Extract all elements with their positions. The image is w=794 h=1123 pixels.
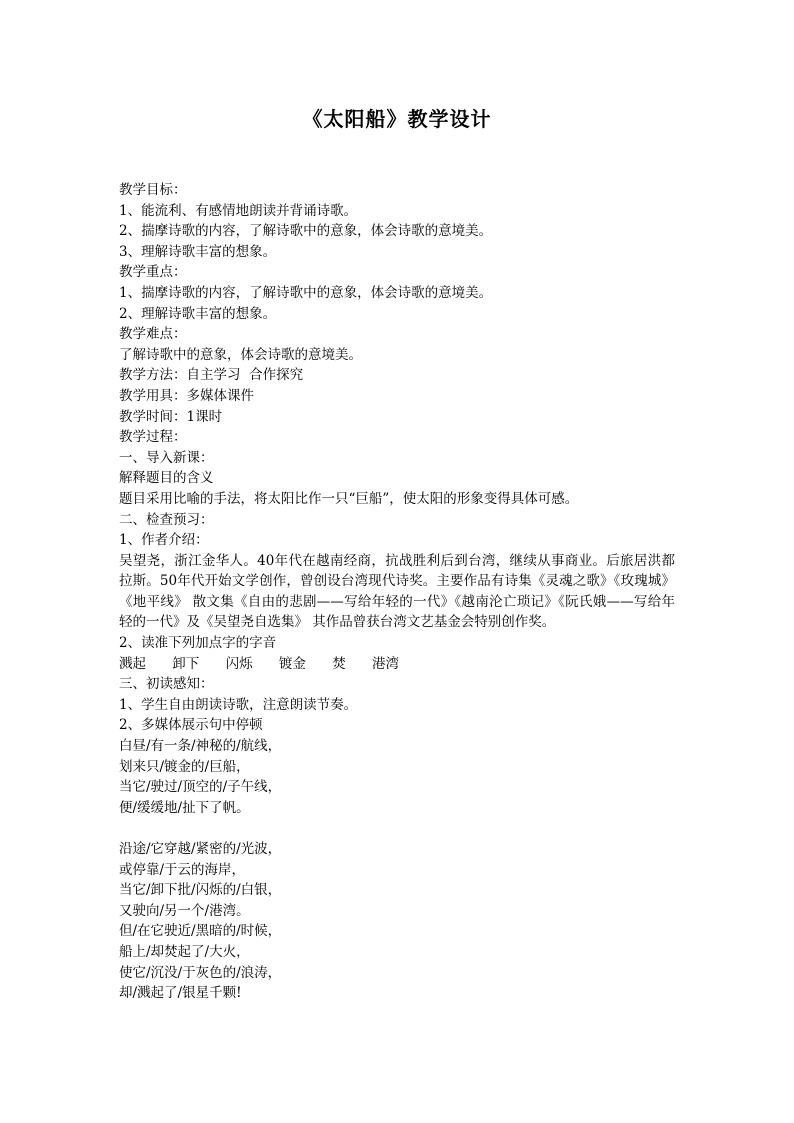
text-line: 教学过程： bbox=[119, 429, 187, 446]
text-line: 解释题目的含义 bbox=[119, 470, 214, 487]
section-intro bbox=[119, 180, 675, 551]
poem-line: 但/在它驶近/黑暗的/时候， bbox=[119, 923, 282, 940]
text-line: 2、理解诗歌丰富的想象。 bbox=[119, 305, 277, 322]
poem-line: 便/缓缓地/扯下了帆。 bbox=[119, 799, 250, 816]
text-line: 二、检查预习： bbox=[119, 511, 214, 528]
text-line: 2、多媒体展示句中停顿 bbox=[119, 717, 263, 734]
author-bio-paragraph: 吴望尧，浙江金华人。40年代在越南经商，抗战胜利后到台湾，继续从事商业。后旅居洪都拉斯。50年代开始文学创作，曾创设台湾现代诗奖。主要作品有诗集《灵魂之歌》《玫瑰城》《地平线》 散文集《自由的悲剧——写给年轻的一代》《越南沦亡琐记》《阮氏娥——写给年轻的一代》及《吴望尧自选集》 其作品曾获台湾文艺基金会特别创作奖。 bbox=[119, 552, 675, 631]
text-line: 了解诗歌中的意象，体会诗歌的意境美。 bbox=[119, 346, 362, 363]
poem-line: 当它/驶过/顶空的/子午线， bbox=[119, 779, 282, 796]
poem-line: 划来只/镀金的/巨船， bbox=[119, 758, 250, 775]
poem-line: 却/溅起了/银星千颗! bbox=[119, 985, 242, 1002]
text-line: 3、理解诗歌丰富的想象。 bbox=[119, 243, 277, 260]
text-line: 三、初读感知： bbox=[119, 676, 214, 693]
text-line: 1、作者介绍： bbox=[119, 532, 209, 549]
phonetic-word: 港湾 bbox=[371, 655, 399, 672]
phonetic-word: 溅起 bbox=[119, 655, 146, 672]
stanza-break bbox=[119, 818, 675, 839]
poem-line: 使它/沉没/于灰色的/浪涛， bbox=[119, 964, 282, 981]
text-line: 教学重点： bbox=[119, 264, 187, 281]
text-line: 教学时间：1课时 bbox=[119, 408, 223, 425]
text-line: 教学用具：多媒体课件 bbox=[119, 387, 254, 404]
phonetic-word: 焚 bbox=[332, 655, 346, 672]
text-line: 一、导入新课： bbox=[119, 449, 214, 466]
text-line: 题目采用比喻的手法，将太阳比作一只“巨船”，使太阳的形象变得具体可感。 bbox=[119, 490, 579, 507]
phonetic-word: 卸下 bbox=[172, 655, 200, 672]
phonetic-word: 闪烁 bbox=[225, 655, 253, 672]
phonetic-heading: 2、读准下列加点字的字音 bbox=[119, 635, 277, 652]
phonetic-word-list bbox=[119, 654, 675, 675]
text-line: 1、能流利、有感情地朗读并背诵诗歌。 bbox=[119, 202, 358, 219]
document-body bbox=[119, 180, 675, 1004]
poem-line: 白昼/有一条/神秘的/航线， bbox=[119, 738, 282, 755]
text-line: 1、揣摩诗歌的内容，了解诗歌中的意象，体会诗歌的意境美。 bbox=[119, 284, 493, 301]
poem-line: 沿途/它穿越/紧密的/光波， bbox=[119, 841, 282, 857]
section-reading bbox=[119, 674, 675, 818]
text-line: 1、学生自由朗读诗歌，注意朗读节奏。 bbox=[119, 696, 358, 713]
poem-stanza-2 bbox=[119, 839, 675, 1004]
text-line: 教学方法：自主学习 合作探究 bbox=[119, 367, 304, 384]
document-title: 《太阳船》教学设计 bbox=[302, 107, 492, 131]
poem-line: 或停靠/于云的海岸， bbox=[119, 861, 246, 878]
poem-line: 船上/却焚起了/大火， bbox=[119, 943, 250, 960]
phonetic-word: 镀金 bbox=[278, 655, 306, 672]
text-line: 教学目标： bbox=[119, 182, 187, 198]
text-line: 2、揣摩诗歌的内容，了解诗歌中的意象，体会诗歌的意境美。 bbox=[119, 223, 493, 240]
text-line: 教学难点： bbox=[119, 326, 187, 343]
poem-line: 当它/卸下批/闪烁的/白银， bbox=[119, 882, 282, 899]
poem-line: 又驶向/另一个/港湾。 bbox=[119, 902, 250, 919]
